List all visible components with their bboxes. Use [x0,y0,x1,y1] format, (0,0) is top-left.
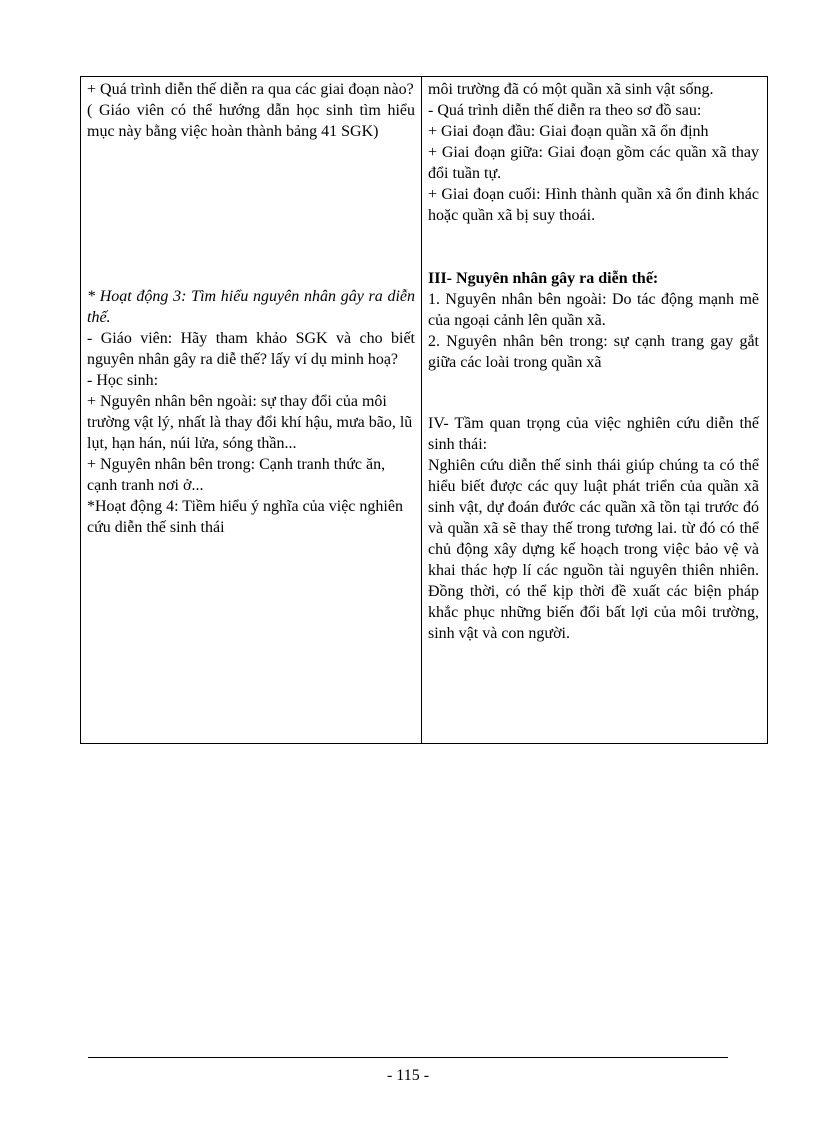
activity-4-title: *Hoạt động 4: Tiềm hiểu ý nghĩa của việc nghiên cứu diễn thế sinh thái [87,498,403,536]
teacher-guidance-note: ( Giáo viên có thể hướng dẫn học sinh tìm hiểu mục này bằng việc hoàn thành bảng 41 SGK) [87,102,415,140]
external-cause-answer: + Nguyên nhân bên ngoài: sự thay đổi của môi trường vật lý, nhất là thay đổi khí hậu, mưa bão, lũ lụt, hạn hán, núi lửa, sóng thần... [87,393,413,452]
section-3-heading: III- Nguyên nhân gây ra diễn thế: [428,270,659,287]
page-number: - 115 - [386,1067,430,1084]
content-column [422,77,767,743]
activity-3-title: * Hoạt động 3: Tìm hiểu nguyên nhân gây ra diễn thế. [87,288,415,326]
lesson-table [80,76,768,744]
internal-cause-answer: + Nguyên nhân bên trong: Cạnh tranh thức ăn, cạnh tranh nơi ở... [87,456,386,494]
stage-final: + Giai đoạn cuối: Hình thành quần xã ổn đinh khác hoặc quần xã bị suy thoái. [428,186,759,224]
section-4-body: Nghiên cứu diễn thế sinh thái giúp chúng ta có thể hiểu biết được các quy luật phát triển của quần xã sinh vật, dự đoán đước các quần xã tồn tại trước đó và quần xã sẽ thay thế trong tương lai. từ đó có thể chủ động xây dựng kế hoạch trong việc bảo vệ và khai thác hợp lí các nguồn tài nguyên thiên nhiên. Đồng thời, có thể kịp thời đề xuất các biện pháp khắc phục những biến đổi bất lợi của môi trường, sinh vật và con người. [428,457,759,642]
footer-divider [88,1057,728,1058]
stage-middle: + Giai đoạn giữa: Giai đoạn gồm các quần xã thay đổi tuần tự. [428,144,759,182]
section-4-heading: IV- Tầm quan trọng của việc nghiên cứu diễn thế sinh thái: [428,415,759,453]
intro-continuation: môi trường đã có một quần xã sinh vật sống. [428,81,714,98]
spacer [87,142,415,286]
teacher-student-activity-column [81,77,422,743]
stage-initial: + Giai đoạn đầu: Giai đoạn quần xã ổn định [428,123,709,140]
spacer [428,373,759,413]
internal-cause: 2. Nguyên nhân bên trong: sự cạnh trang gay gắt giữa các loài trong quần xã [428,333,759,371]
student-label: - Học sinh: [87,372,159,389]
spacer [428,226,759,268]
external-cause: 1. Nguyên nhân bên ngoài: Do tác động mạnh mẽ của ngoại cảnh lên quần xã. [428,291,759,329]
question-stages: + Quá trình diễn thế diễn ra qua các giai đoạn nào? [87,81,414,98]
teacher-question: - Giáo viên: Hãy tham khảo SGK và cho biết nguyên nhân gây ra diễ thế? lấy ví dụ minh hoạ? [87,330,415,368]
process-diagram-intro: - Quá trình diễn thế diễn ra theo sơ đồ sau: [428,102,702,119]
